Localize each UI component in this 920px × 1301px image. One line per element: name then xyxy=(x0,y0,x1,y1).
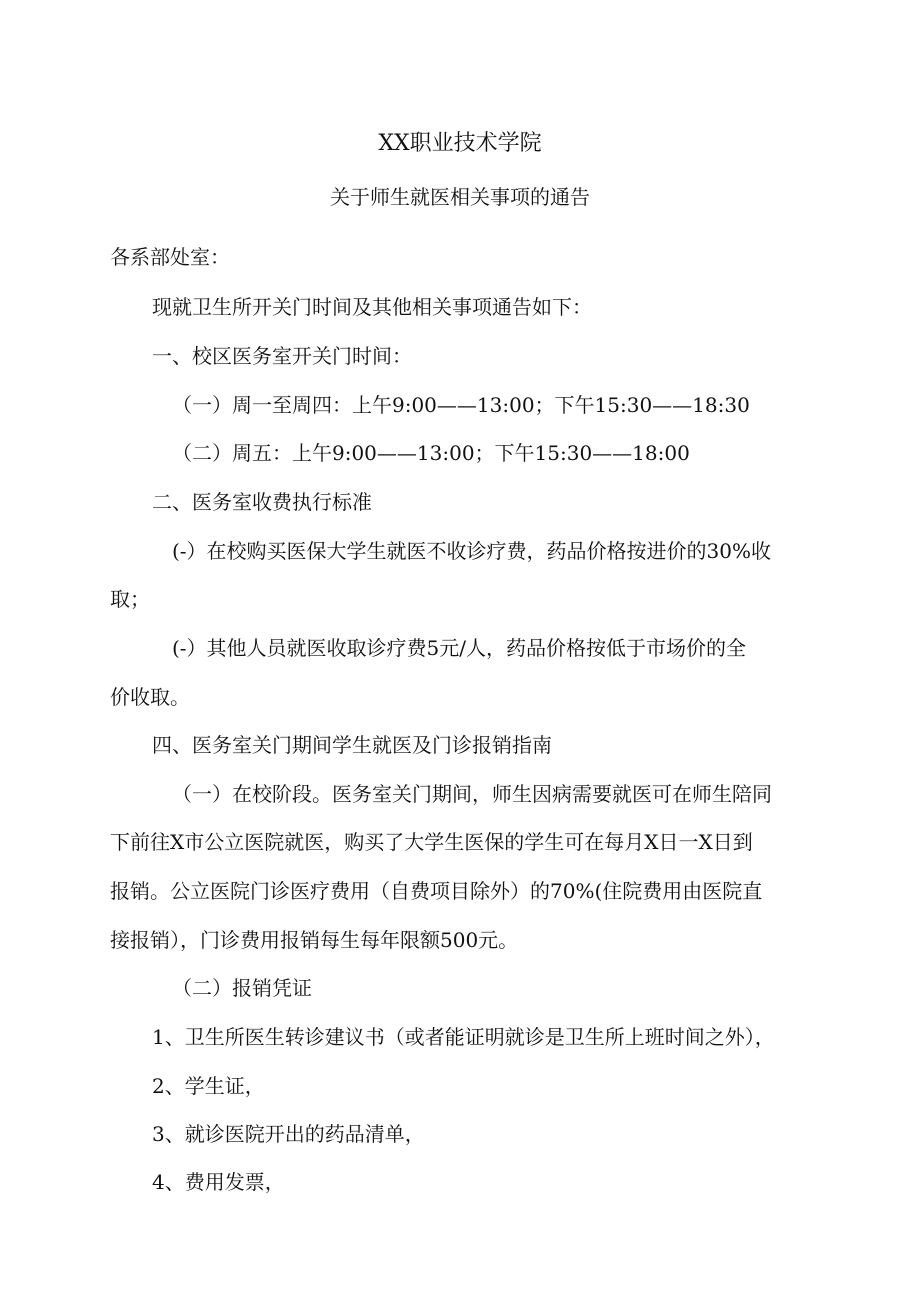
section1-item1: （一）周一至周四：上午9:00——13:00；下午15:30——18:30 xyxy=(172,393,750,417)
section2-item2-line2: 价收取。 xyxy=(110,685,190,709)
section2-item2-line1: (-）其他人员就医收取诊疗费5元/人，药品价格按低于市场价的全 xyxy=(172,636,747,660)
salutation: 各系部处室： xyxy=(110,245,230,269)
section4-item1-line3: 报销。公立医院门诊医疗费用（自费项目除外）的70%(住院费用由医院直 xyxy=(110,879,763,903)
section2-item1-line1: (-）在校购买医保大学生就医不收诊疗费，药品价格按进价的30%收 xyxy=(172,539,772,563)
section4-item2-heading: （二）报销凭证 xyxy=(172,976,312,1000)
document-subtitle: 关于师生就医相关事项的通告 xyxy=(330,185,590,209)
section1-item2: （二）周五：上午9:00——13:00；下午15:30——18:00 xyxy=(172,441,690,465)
section1-heading: 一、校区医务室开关门时间： xyxy=(152,344,412,368)
section4-item1-line2: 下前往X市公立医院就医，购买了大学生医保的学生可在每月X日一X日到 xyxy=(110,830,753,854)
list-item: 2、学生证， xyxy=(152,1074,265,1098)
intro-paragraph: 现就卫生所开关门时间及其他相关事项通告如下： xyxy=(152,295,592,319)
section2-item1-line2: 取； xyxy=(110,587,150,611)
section4-item1-line4: 接报销），门诊费用报销每生每年限额500元。 xyxy=(110,928,519,952)
list-item: 1、卫生所医生转诊建议书（或者能证明就诊是卫生所上班时间之外）， xyxy=(152,1025,775,1049)
section4-item1-line1: （一）在校阶段。医务室关门期间，师生因病需要就医可在师生陪同 xyxy=(172,782,772,806)
section2-heading: 二、医务室收费执行标准 xyxy=(152,490,372,514)
document-title: XX职业技术学院 xyxy=(378,131,542,156)
list-item: 3、就诊医院开出的药品清单， xyxy=(152,1122,425,1146)
list-item: 4、费用发票， xyxy=(152,1170,285,1194)
section4-heading: 四、医务室关门期间学生就医及门诊报销指南 xyxy=(152,733,552,757)
